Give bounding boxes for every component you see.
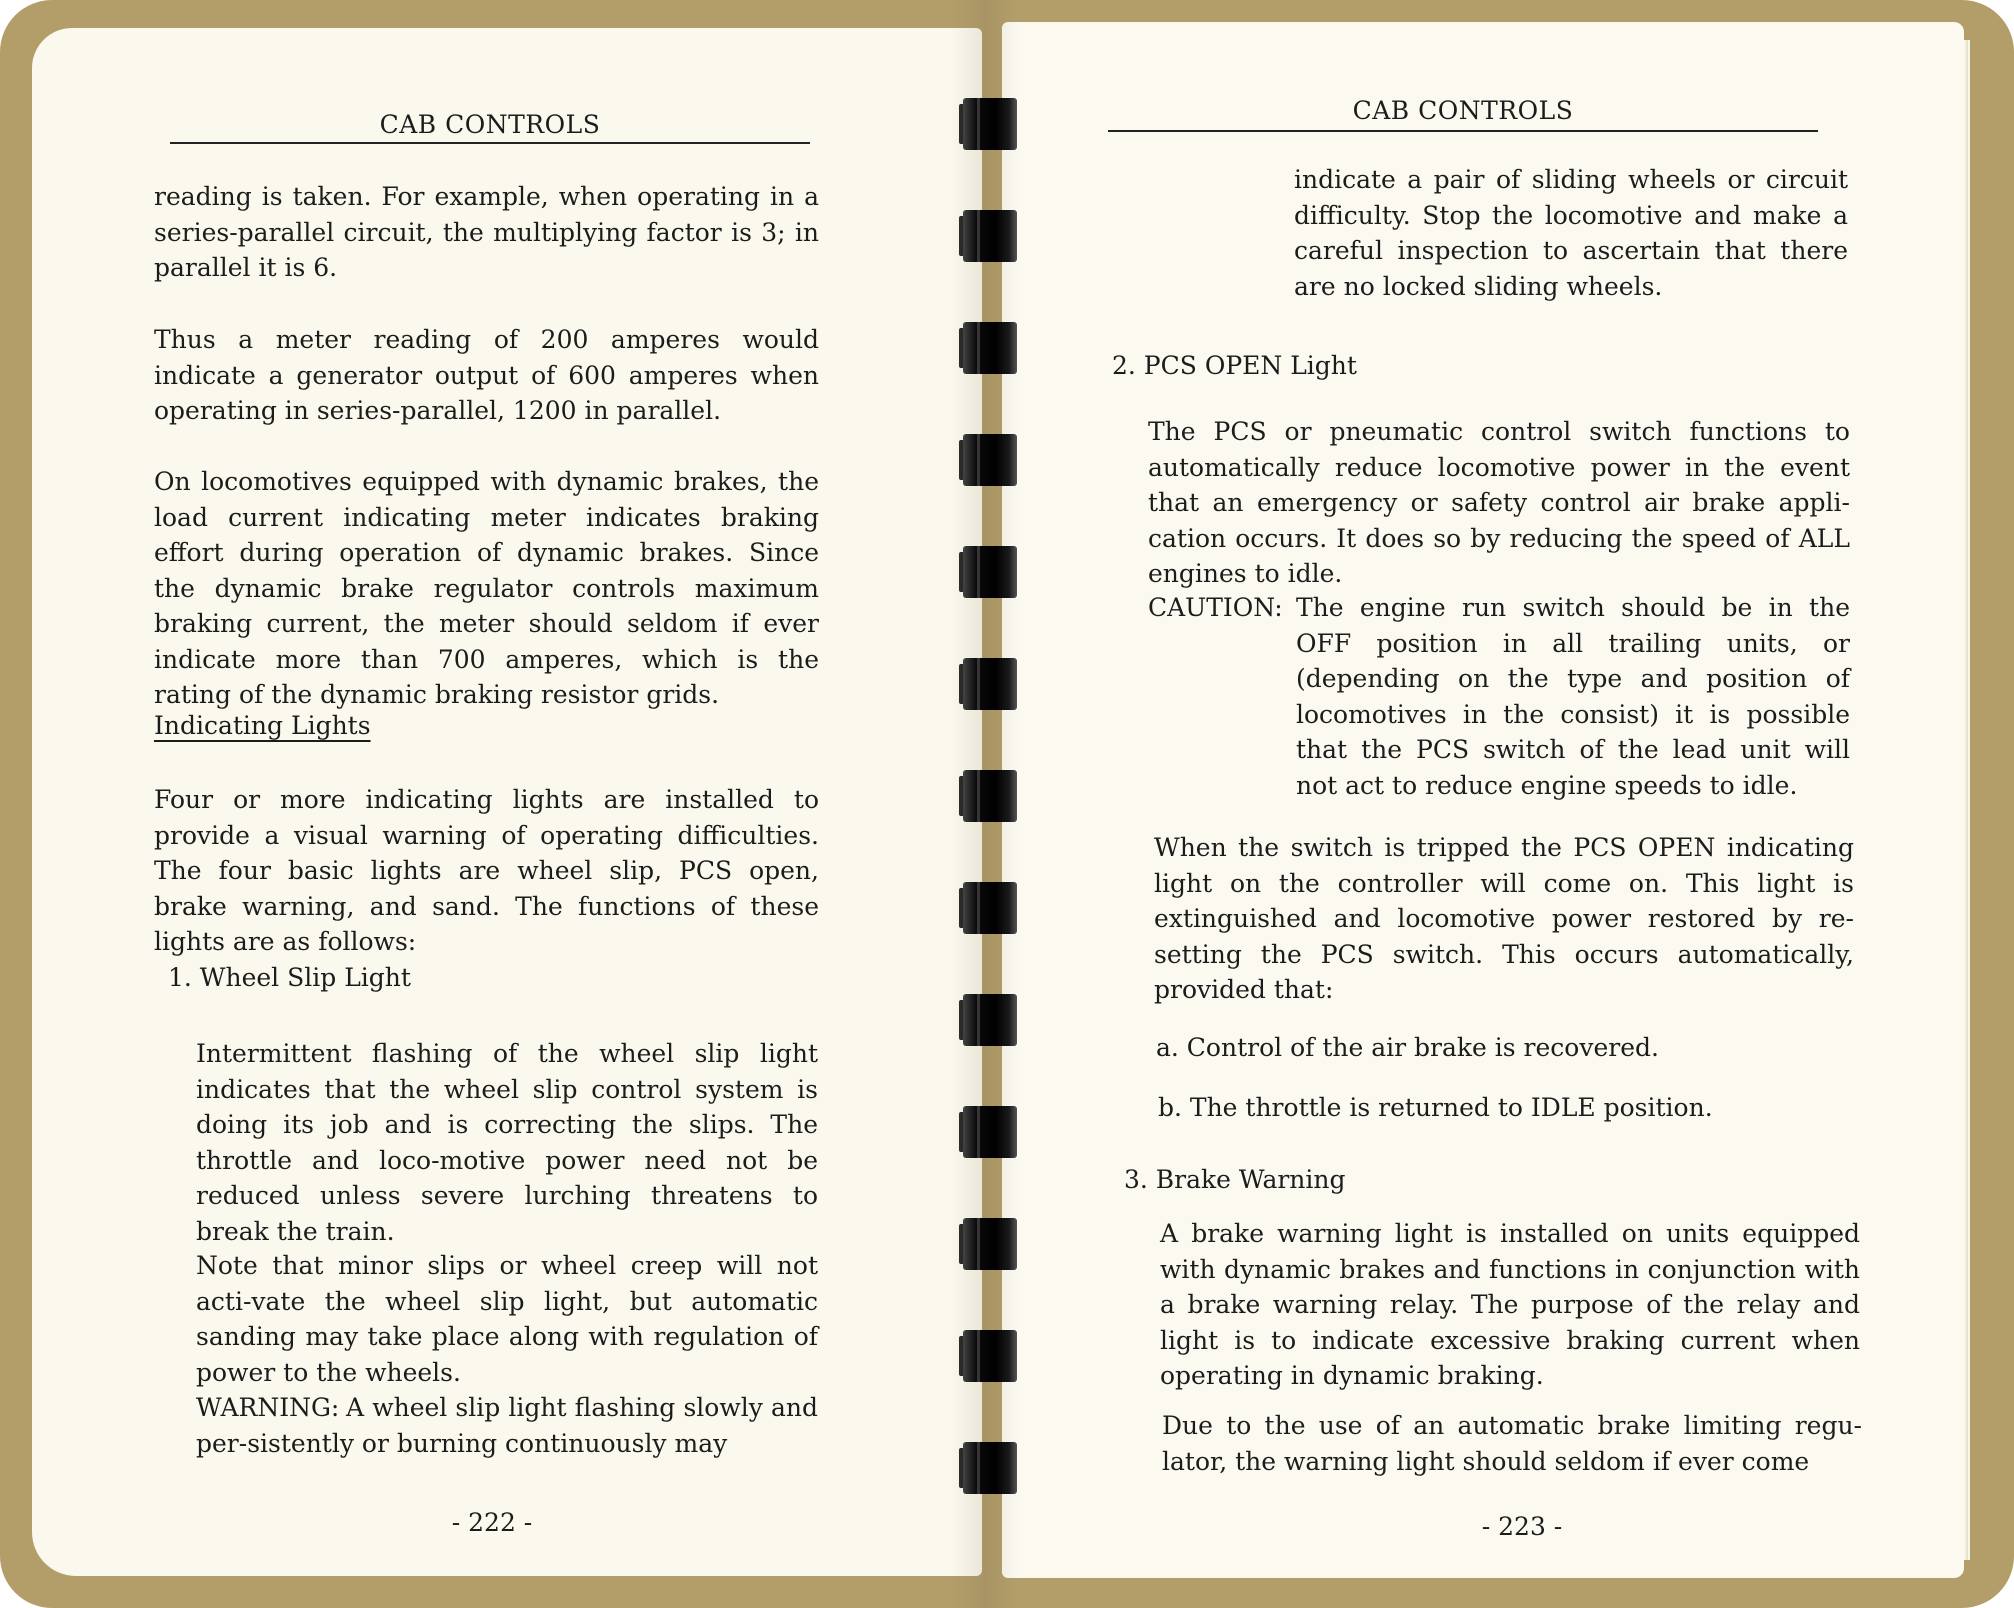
binding-ring — [955, 1104, 1033, 1160]
caution-text: The engine run switch should be in the OFF position in all trailing units, or (depending on the type and position of locomotives in the consist) it is possible that the PCS switch of the lead unit will not act to reduce engine speeds to idle. — [1296, 593, 1850, 800]
binding-ring — [955, 208, 1033, 264]
binding-ring — [955, 1440, 1033, 1496]
final-paragraph: Due to the use of an automatic brake limiting regu-lator, the warning light should seldom if ever come — [1162, 1411, 1862, 1476]
binding-ring — [955, 432, 1033, 488]
condition-a: a. Control of the air brake is recovered. — [1156, 1033, 1659, 1062]
right-head-rule — [1108, 130, 1818, 132]
left-head-rule — [170, 142, 810, 144]
right-page-number: - 223 - — [1481, 1512, 1563, 1541]
section-intro: Four or more indicating lights are installed to provide a visual warning of operating difficulties. The four basic lights are wheel slip, PCS open, brake warning, and sand. The functions of these lights are as follows: — [154, 785, 819, 956]
item1-paragraph-1: Intermittent flashing of the wheel slip light indicates that the wheel slip control system is doing its job and is correcting the slips. The throttle and loco-motive power need not be reduced unless severe lurching threatens to break the train. — [196, 1039, 818, 1246]
item2-paragraph: The PCS or pneumatic control switch functions to automatically reduce locomotive power in the event that an emergency or safety control air brake appli-cation occurs. It does so by reducing the speed of ALL engines to idle. — [1148, 417, 1850, 588]
section-heading — [154, 708, 371, 743]
left-paragraph-3: On locomotives equipped with dynamic brakes, the load current indicating meter indicates braking effort during operation of dynamic brakes. Since the dynamic brake regulator controls maximum braking current, the meter should seldom if ever indicate more than 700 amperes, which is the rating of the dynamic braking resistor grids. — [154, 467, 819, 709]
item1-heading: 1. Wheel Slip Light — [168, 963, 411, 992]
binding-ring — [955, 320, 1033, 376]
warning-note — [196, 1390, 818, 1470]
caution-note — [1148, 590, 1850, 810]
warning-label: WARNING: — [196, 1393, 340, 1422]
binding-ring — [955, 992, 1033, 1048]
left-running-head: CAB CONTROLS — [379, 110, 601, 139]
binding-ring — [955, 1328, 1033, 1384]
left-paragraph-2: Thus a meter reading of 200 amperes would indicate a generator output of 600 amperes when operating in series-parallel, 1200 in parallel. — [154, 325, 819, 425]
warning-text: A wheel slip light flashing slowly and per-sistently or burning continuously may — [196, 1393, 818, 1458]
item2-heading: 2. PCS OPEN Light — [1112, 351, 1357, 380]
condition-b: b. The throttle is returned to IDLE position. — [1158, 1093, 1713, 1122]
section-heading-text: Indicating Lights — [154, 711, 371, 740]
right-page — [1002, 22, 1964, 1578]
binding-ring — [955, 544, 1033, 600]
tripped-paragraph: When the switch is tripped the PCS OPEN indicating light on the controller will come on. This light is extinguished and locomotive power restored by re-setting the PCS switch. This occurs automatically, provided that: — [1154, 833, 1854, 1004]
left-page-number: - 222 - — [451, 1508, 533, 1537]
item3-paragraph: A brake warning light is installed on units equipped with dynamic brakes and functions in conjunction with a brake warning relay. The purpose of the relay and light is to indicate excessive braking current when operating in dynamic braking. — [1160, 1219, 1860, 1390]
binding-ring — [955, 768, 1033, 824]
binding-ring — [955, 1216, 1033, 1272]
caution-label: CAUTION: — [1148, 593, 1283, 622]
left-page — [32, 28, 982, 1576]
continuation-paragraph: indicate a pair of sliding wheels or circuit difficulty. Stop the locomotive and make a careful inspection to ascertain that there are no locked sliding wheels. — [1294, 165, 1848, 301]
item1-paragraph-2: Note that minor slips or wheel creep will not acti-vate the wheel slip light, but automatic sanding may take place along with regulation of power to the wheels. — [196, 1251, 818, 1387]
binding-ring — [955, 880, 1033, 936]
item3-heading: 3. Brake Warning — [1124, 1165, 1346, 1194]
binding-ring — [955, 96, 1033, 152]
binding-ring — [955, 656, 1033, 712]
right-running-head: CAB CONTROLS — [1352, 96, 1574, 125]
left-paragraph-1: reading is taken. For example, when operating in a series-parallel circuit, the multiplying factor is 3; in parallel it is 6. — [154, 182, 819, 282]
